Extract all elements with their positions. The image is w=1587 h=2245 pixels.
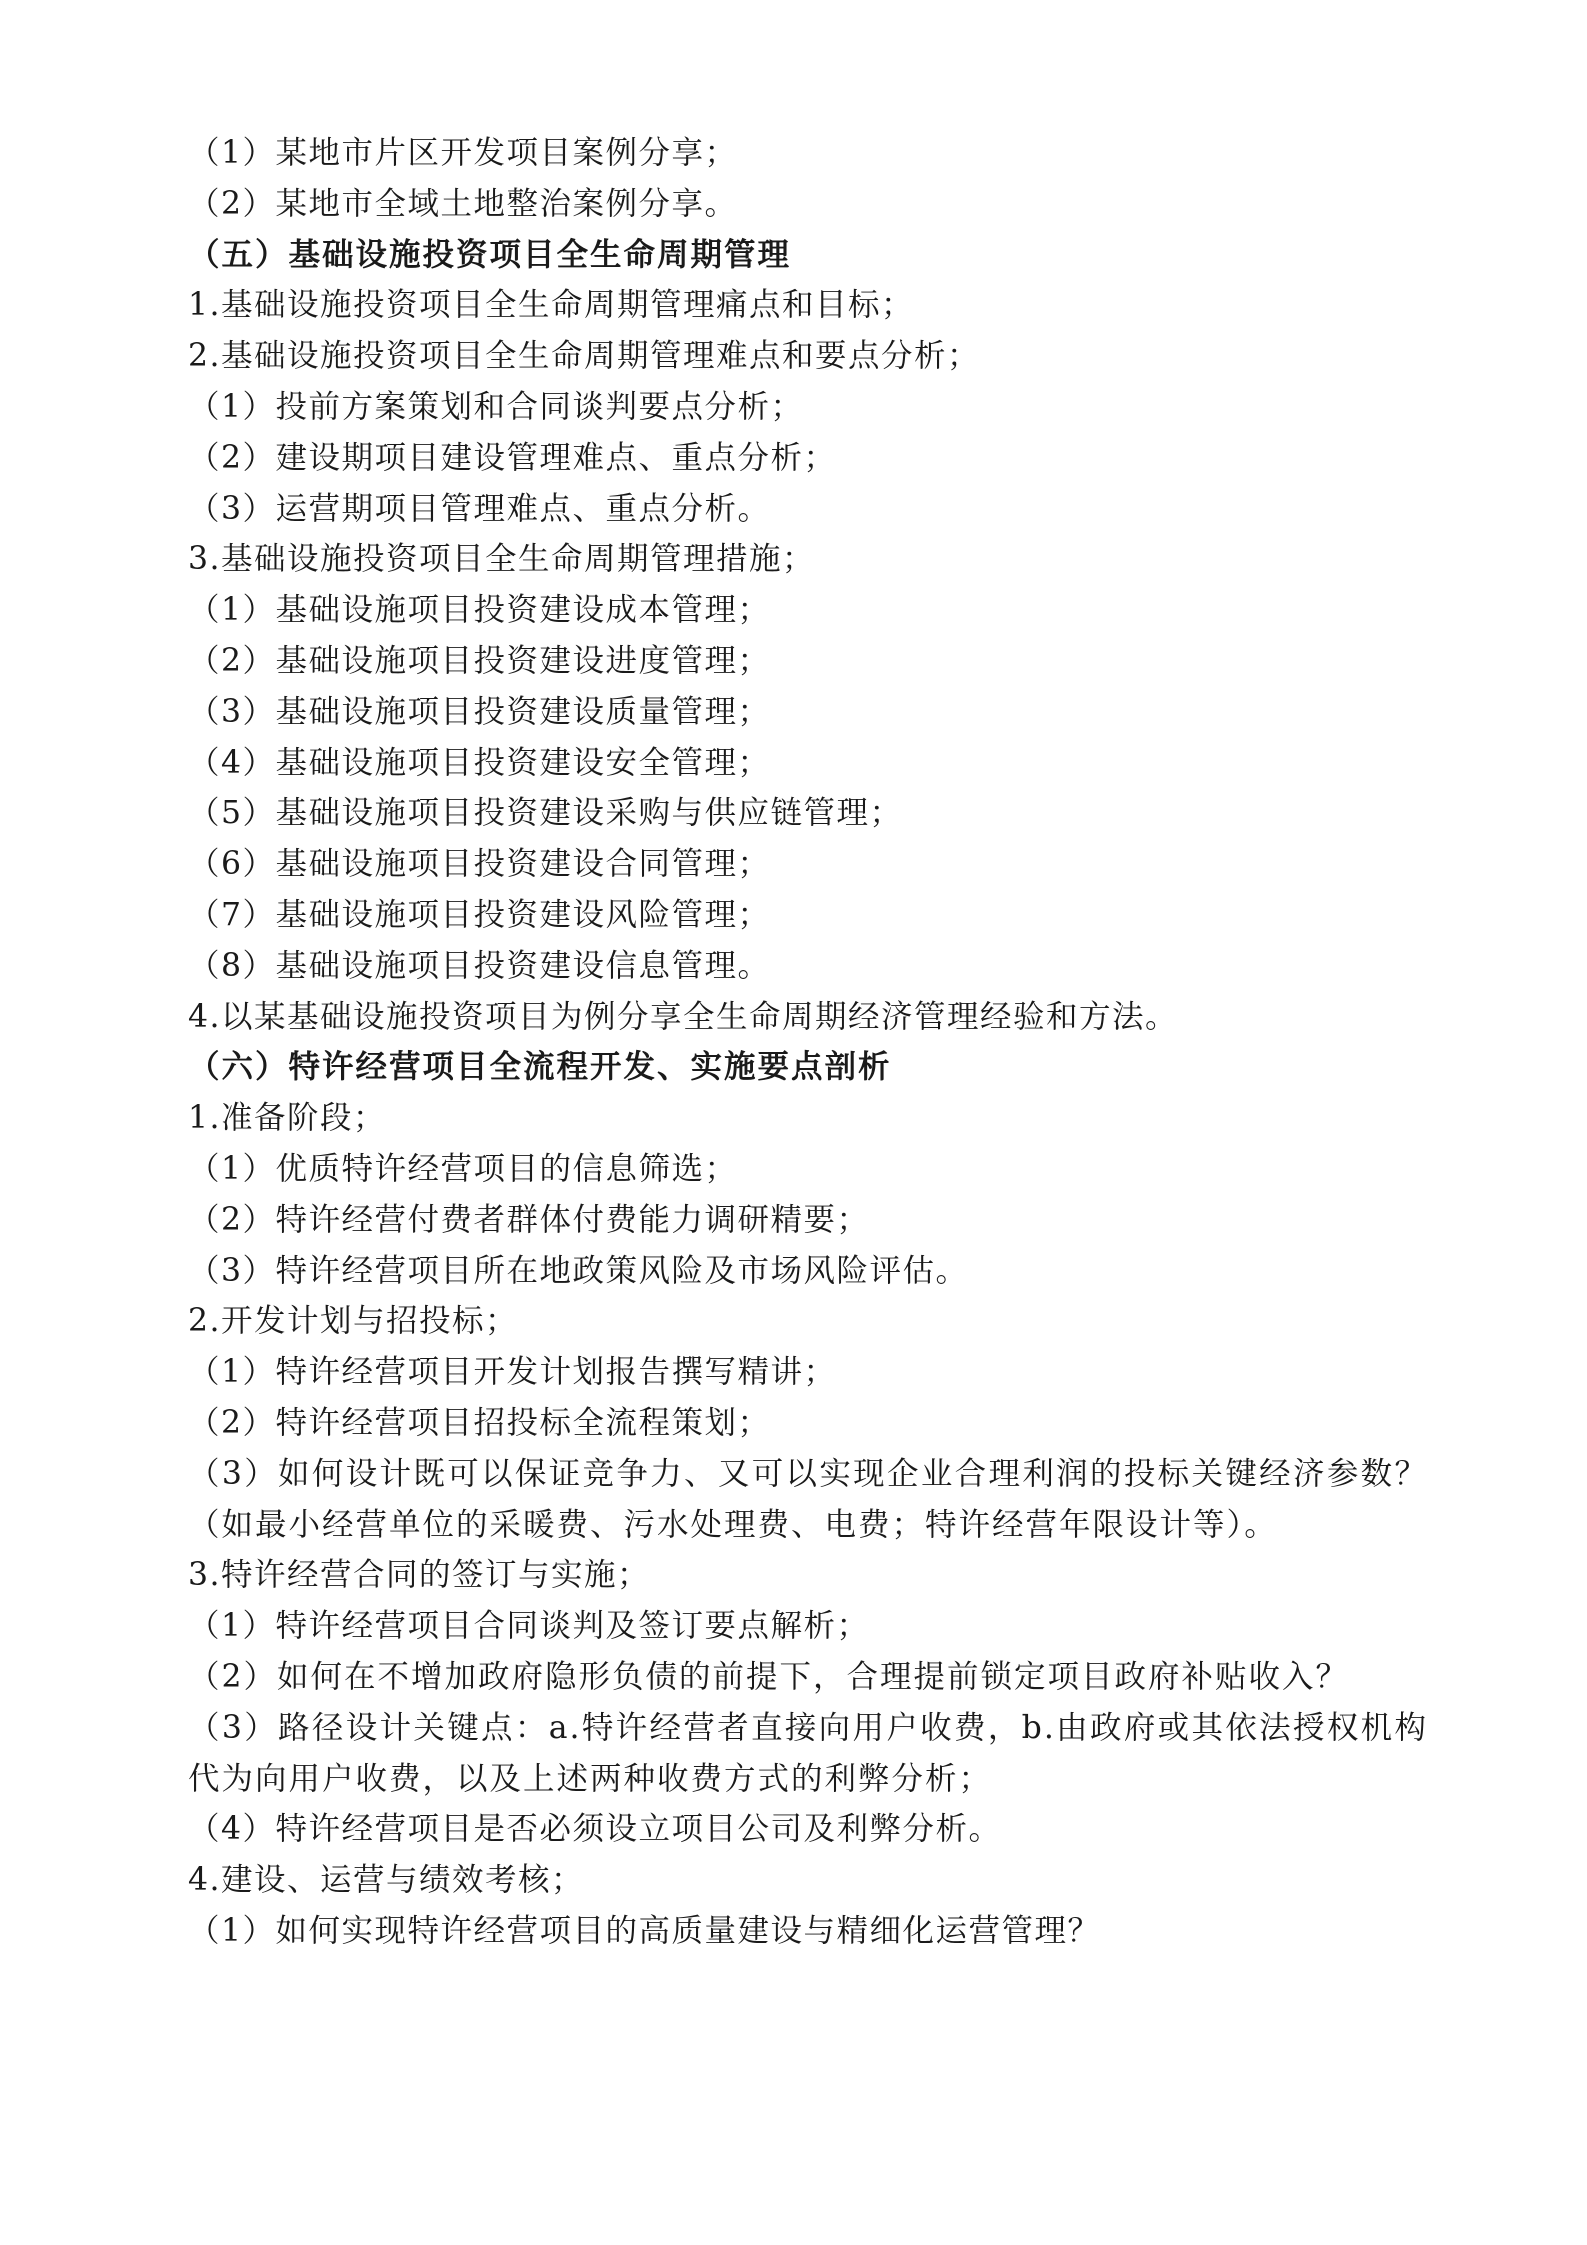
list-item: （4）特许经营项目是否必须设立项目公司及利弊分析。	[188, 1811, 1002, 1848]
list-item: （4）基础设施项目投资建设安全管理；	[188, 744, 771, 781]
list-item: （7）基础设施项目投资建设风险管理；	[188, 896, 771, 933]
document-body	[188, 128, 1428, 1957]
list-item: 4.建设、运营与绩效考核；	[188, 1862, 585, 1899]
list-item: （2）如何在不增加政府隐形负债的前提下，合理提前锁定项目政府补贴收入？	[188, 1658, 1350, 1695]
list-item: （1）某地市片区开发项目案例分享；	[188, 135, 738, 171]
list-item: （3）路径设计关键点：a.特许经营者直接向用户收费，b.由政府或其依法授权机构代为向用户收费，以及上述两种收费方式的利弊分析；	[188, 1709, 1428, 1797]
list-item: （3）基础设施项目投资建设质量管理；	[188, 693, 771, 730]
list-item: （1）如何实现特许经营项目的高质量建设与精细化运营管理？	[188, 1912, 1101, 1949]
list-item: （2）特许经营项目招投标全流程策划；	[188, 1404, 771, 1441]
list-item: （1）投前方案策划和合同谈判要点分析；	[188, 388, 804, 425]
list-item: （2）基础设施项目投资建设进度管理；	[188, 642, 771, 679]
list-item: （1）特许经营项目开发计划报告撰写精讲；	[188, 1354, 837, 1391]
list-item: （2）建设期项目建设管理难点、重点分析；	[188, 439, 837, 476]
list-item: 1.准备阶段；	[188, 1100, 387, 1137]
list-item: （1）特许经营项目合同谈判及签订要点解析；	[188, 1608, 870, 1645]
section-heading: （五）基础设施投资项目全生命周期管理	[188, 236, 792, 273]
list-item: （6）基础设施项目投资建设合同管理；	[188, 846, 771, 883]
list-item: 3.基础设施投资项目全生命周期管理措施；	[188, 541, 816, 578]
list-item: （5）基础设施项目投资建设采购与供应链管理；	[188, 795, 903, 832]
list-item: （3）特许经营项目所在地政策风险及市场风险评估。	[188, 1252, 969, 1289]
list-item: 2.基础设施投资项目全生命周期管理难点和要点分析；	[188, 338, 981, 375]
list-item: （2）某地市全域土地整治案例分享。	[188, 185, 738, 222]
list-item: （1）优质特许经营项目的信息筛选；	[188, 1150, 738, 1187]
list-item: 2.开发计划与招投标；	[188, 1303, 519, 1340]
list-item: 3.特许经营合同的签订与实施；	[188, 1557, 651, 1594]
list-item: 1.基础设施投资项目全生命周期管理痛点和目标；	[188, 287, 915, 324]
section-heading: （六）特许经营项目全流程开发、实施要点剖析	[188, 1049, 892, 1086]
list-item: （2）特许经营付费者群体付费能力调研精要；	[188, 1201, 870, 1238]
list-item: （1）基础设施项目投资建设成本管理；	[188, 592, 771, 629]
list-item: （3）运营期项目管理难点、重点分析。	[188, 490, 771, 527]
list-item: （8）基础设施项目投资建设信息管理。	[188, 947, 771, 984]
list-item: （3）如何设计既可以保证竞争力、又可以实现企业合理利润的投标关键经济参数？（如最小经营单位的采暖费、污水处理费、电费；特许经营年限设计等）。	[188, 1455, 1428, 1543]
list-item: 4.以某基础设施投资项目为例分享全生命周期经济管理经验和方法。	[188, 998, 1179, 1035]
